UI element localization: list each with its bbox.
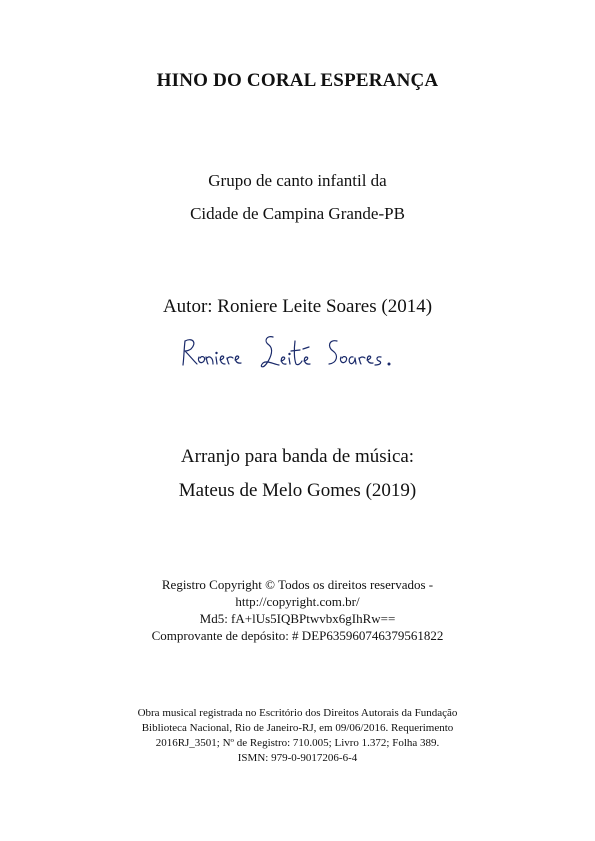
copyright-deposit-receipt: Comprovante de depósito: # DEP635960746379561822 bbox=[151, 628, 444, 643]
copyright-url: http://copyright.com.br/ bbox=[235, 594, 360, 609]
ismn-line: ISMN: 979-0-9017206-6-4 bbox=[237, 752, 358, 764]
page-title: HINO DO CORAL ESPERANÇA bbox=[156, 70, 439, 91]
subtitle-line-1: Grupo de canto infantil da bbox=[208, 171, 387, 190]
subtitle-line-2: Cidade de Campina Grande-PB bbox=[190, 204, 405, 223]
arrangement-line-2: Mateus de Melo Gomes (2019) bbox=[178, 480, 417, 501]
copyright-md5: Md5: fA+lUs5IQBPtwvbx6gIhRw== bbox=[199, 611, 396, 626]
legal-line-1: Obra musical registrada no Escritório dos Direitos Autorais da Fundação bbox=[137, 707, 458, 719]
legal-line-3: 2016RJ_3501; Nº de Registro: 710.005; Livro 1.372; Folha 389. bbox=[155, 737, 440, 749]
copyright-line-1: Registro Copyright © Todos os direitos reservados - bbox=[161, 577, 434, 592]
author-line: Autor: Roniere Leite Soares (2014) bbox=[162, 296, 433, 317]
arrangement-line-1: Arranjo para banda de música: bbox=[180, 446, 415, 467]
author-signature bbox=[175, 327, 425, 377]
legal-line-2: Biblioteca Nacional, Rio de Janeiro-RJ, em 09/06/2016. Requerimento bbox=[141, 722, 454, 734]
